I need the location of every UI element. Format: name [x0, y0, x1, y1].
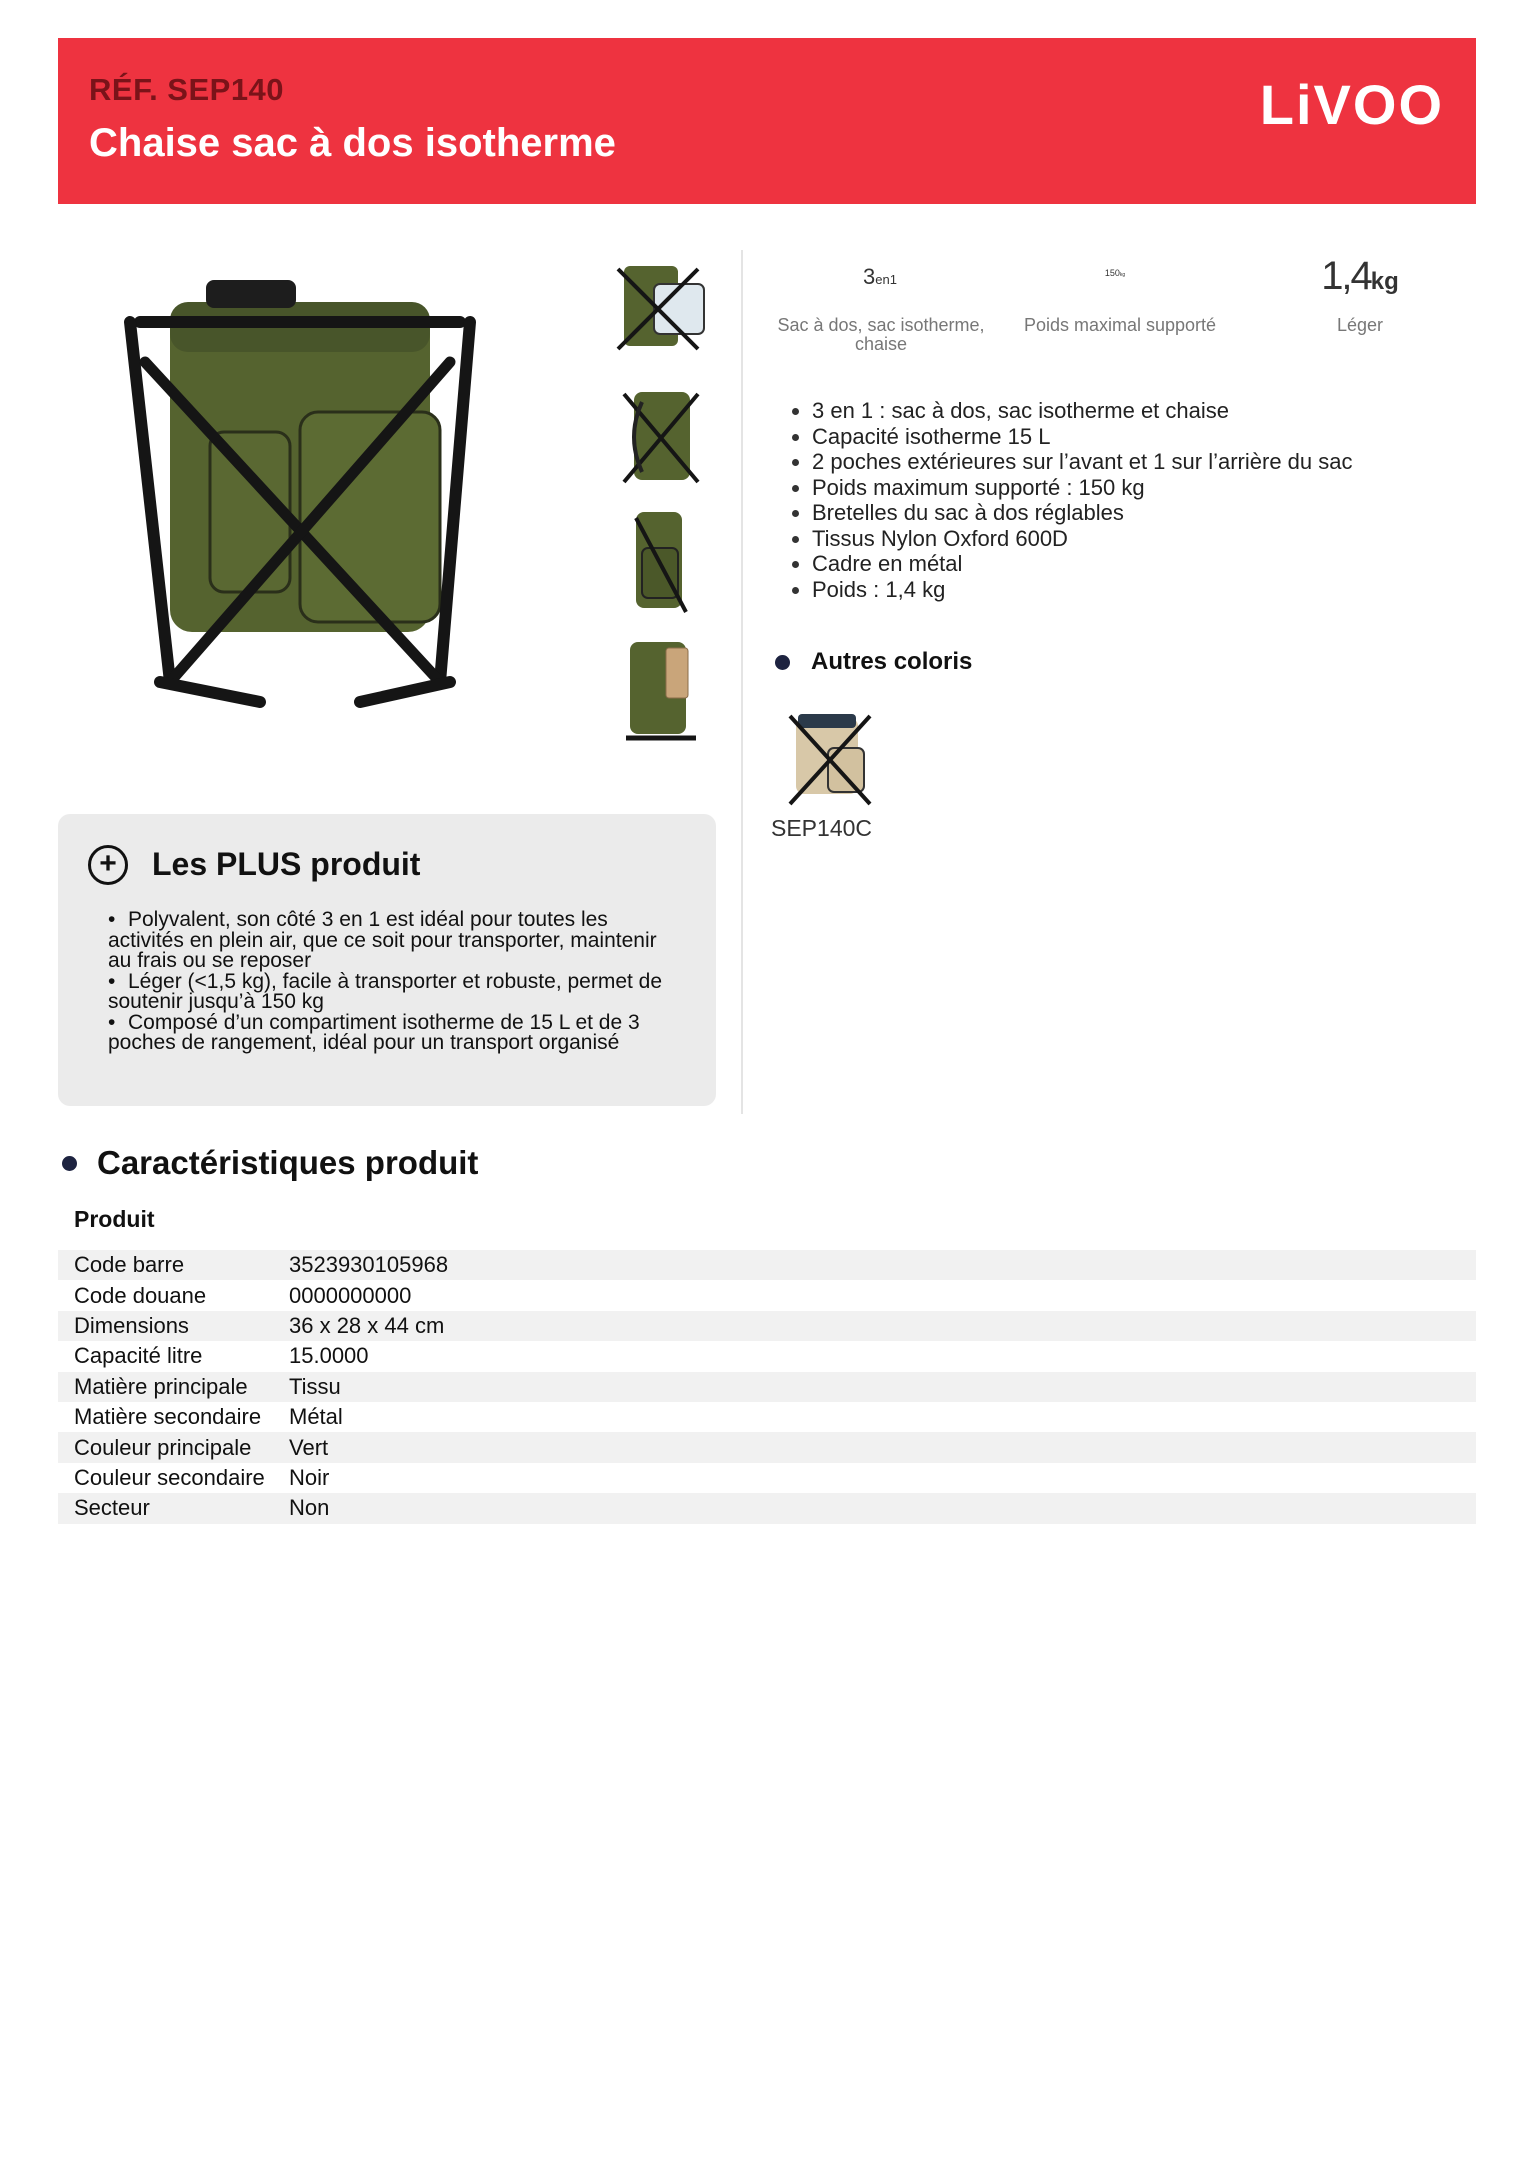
- table-row: [58, 1432, 1476, 1462]
- feature-item: 2 poches extérieures sur l’avant et 1 sur l’arrière du sac: [790, 449, 1352, 475]
- plus-item: [108, 1010, 683, 1054]
- spec-value: 36 x 28 x 44 cm: [289, 1312, 445, 1338]
- stat-max-weight-unit: kg: [1119, 272, 1126, 278]
- stat-weight-label: Léger: [1336, 315, 1384, 335]
- characteristics-group-title: Produit: [74, 1206, 155, 1232]
- stat-weight-value: [1290, 254, 1430, 299]
- section-bullet-icon: [775, 655, 790, 670]
- feature-item: Capacité isotherme 15 L: [790, 424, 1352, 450]
- thumbnail-back-view[interactable]: [606, 382, 716, 492]
- stat-3en1-unit: en1: [875, 272, 897, 287]
- stat-3en1-value: [810, 264, 950, 290]
- table-row: [58, 1493, 1476, 1523]
- stat-max-weight-value: [1080, 268, 1150, 278]
- table-row: [58, 1372, 1476, 1402]
- plus-item-text: Polyvalent, son côté 3 en 1 est idéal pour toutes les activités en plein air, que ce soit pour transporter, maintenir au frais ou se reposer: [108, 908, 657, 972]
- characteristics-title: Caractéristiques produit: [97, 1144, 479, 1181]
- spec-table: [58, 1250, 1476, 1524]
- spec-value: 3523930105968: [289, 1252, 449, 1278]
- feature-item: Tissus Nylon Oxford 600D: [790, 526, 1352, 552]
- spec-label: Capacité litre: [74, 1343, 203, 1369]
- table-row: [58, 1341, 1476, 1371]
- color-swatch-ref[interactable]: SEP140C: [771, 815, 873, 841]
- plus-item: [108, 969, 683, 1013]
- stat-max-weight-number: 150: [1104, 268, 1120, 278]
- table-row: [58, 1463, 1476, 1493]
- product-reference: RÉF. SEP140: [89, 72, 285, 107]
- spec-value: Vert: [289, 1434, 329, 1460]
- spec-label: Dimensions: [74, 1312, 189, 1338]
- feature-item: Cadre en métal: [790, 551, 1352, 577]
- color-swatch-beige[interactable]: [784, 704, 876, 810]
- bullet-icon: •: [108, 908, 116, 931]
- feature-item: Bretelles du sac à dos réglables: [790, 500, 1352, 526]
- stat-3en1-number: 3: [863, 264, 876, 289]
- stat-weight-unit: kg: [1370, 268, 1399, 295]
- spec-value: Non: [289, 1495, 330, 1521]
- plus-item-text: Composé d’un compartiment isotherme de 15 L et de 3 poches de rangement, idéal pour un transport organisé: [108, 1010, 640, 1054]
- column-divider: [741, 250, 743, 1114]
- plus-produit-box: [58, 814, 716, 1106]
- feature-item: Poids maximum supporté : 150 kg: [790, 475, 1352, 501]
- spec-label: Matière secondaire: [74, 1404, 262, 1430]
- spec-value: 15.0000: [289, 1343, 369, 1369]
- feature-item: 3 en 1 : sac à dos, sac isotherme et chaise: [790, 398, 1352, 424]
- plus-produit-list: [108, 910, 683, 1054]
- table-row: [58, 1402, 1476, 1432]
- spec-label: Code douane: [74, 1282, 207, 1308]
- header-banner: [58, 38, 1476, 204]
- table-row: [58, 1311, 1476, 1341]
- spec-label: Matière principale: [74, 1373, 248, 1399]
- product-title: Chaise sac à dos isotherme: [89, 121, 616, 165]
- spec-label: Couleur principale: [74, 1434, 252, 1460]
- stat-weight-number: 1,4: [1321, 254, 1371, 298]
- stat-3en1-label: Sac à dos, sac isotherme, chaise: [777, 315, 985, 354]
- thumbnail-side-view[interactable]: [606, 508, 716, 618]
- plus-circle-icon: +: [88, 845, 128, 885]
- thumbnail-tag-view[interactable]: [606, 634, 716, 744]
- spec-value: 0000000000: [289, 1282, 412, 1308]
- section-bullet-icon: [62, 1156, 77, 1171]
- feature-list: [790, 398, 1352, 602]
- main-product-image: [110, 262, 510, 732]
- feature-item: Poids : 1,4 kg: [790, 577, 1352, 603]
- plus-item: [108, 910, 683, 972]
- thumbnail-cooler-open[interactable]: [606, 254, 716, 364]
- spec-label: Code barre: [74, 1252, 185, 1278]
- spec-value: Noir: [289, 1464, 330, 1490]
- spec-label: Couleur secondaire: [74, 1464, 265, 1490]
- spec-value: Métal: [289, 1404, 343, 1430]
- table-row: [58, 1250, 1476, 1280]
- other-colors-title: Autres coloris: [811, 648, 973, 675]
- bullet-icon: •: [108, 1010, 116, 1034]
- brand-logo: LiVOO: [1259, 73, 1444, 136]
- bullet-icon: •: [108, 969, 116, 993]
- plus-produit-title: Les PLUS produit: [152, 846, 421, 882]
- spec-label: Secteur: [74, 1495, 150, 1521]
- spec-value: Tissu: [289, 1373, 341, 1399]
- table-row: [58, 1280, 1476, 1310]
- plus-item-text: Léger (<1,5 kg), facile à transporter et robuste, permet de soutenir jusqu’à 150 kg: [108, 969, 663, 1013]
- stat-max-weight-label: Poids maximal supporté: [1023, 315, 1217, 335]
